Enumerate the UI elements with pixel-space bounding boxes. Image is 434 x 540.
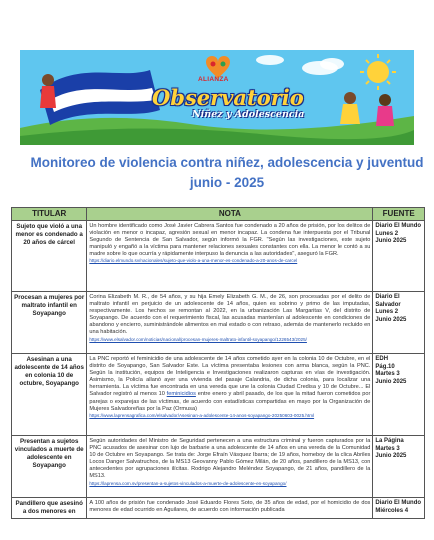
row-source [373,436,425,498]
table-row [12,354,425,436]
row-note [87,221,373,292]
source-day: Miércoles 4 [375,507,409,514]
row-note [87,436,373,498]
row-source [373,221,425,292]
source-name: Diario El Mundo [375,223,422,229]
source-date: Junio 2025 [375,378,407,385]
source-day: Martes 3 [375,445,400,452]
row-source [373,354,425,436]
row-note-text: Corina Elizabeth M. R., de 54 años, y su hija Emely Elizabeth G. M., de 26, son procesadas por el delito de maltrato infantil en perjuicio de un adolescente de 14 años, quien es sobrino y primo de las imputadas, respectivamente. Los hechos se remontan al 2022, en la urbanización Las Margaritas V, del distrito de Soyapango. De acuerdo con el requerimiento fiscal, las acusadas mantenían al adolescente en condiciones de abandono y encierro, suministrándole alimentos en mal estado o con retraso, además de mantenerlo recluido en una habitación. [89,294,371,336]
source-name: Diario El Mundo [375,500,422,506]
row-source-link[interactable]: https://www.laprensagrafica.com/elsalvador/Asesinan-a-adolescente-14-anos-soyapango-20250603-0025.html [89,412,315,418]
row-title: Pandillero que asesinó a dos menores en [12,498,87,519]
table-header-row [12,208,425,221]
org-logo-text: ALIANZA [198,76,229,83]
row-source [373,498,425,519]
row-source-link[interactable]: https://diario.elmundo.sv/nacionales/sujeto-que-violo-a-una-menor-es-condenado-a-20-anos-de-carcel [89,258,298,264]
table-row [12,221,425,292]
source-date: Junio 2025 [375,453,407,459]
row-title: Presentan a sujetos vinculados a muerte de adolescente en Soyapango [12,436,87,498]
source-name: EDH [375,356,389,362]
source-day: Martes 3 [375,371,400,377]
row-title: Procesan a mujeres por maltrato infantil en Soyapango [12,292,87,354]
row-title: Sujeto que violó a una menor es condenado a 20 años de cárcel [12,221,87,292]
row-note-text: La PNC reportó el feminicidio de una adolescente de 14 años cometido ayer en la colonia 10 de Octubre, en el distrito de Soyapango, San Salvador Este. La víctima presentaba lesiones con arma blanca, según la PNC. Según la institución, equipos de Inteligencia e Investigaciones realizaron capturas en vías de investigación. Asimismo, la Policía allanó ayer una vivienda del pasaje Calandria, de dicha colonia, para localizar una herramienta. La víctima fue encontrada en una vereda que une la colonia Ciudad Credisa y 10 de Octubre... El Salvador registró al menos 10 [89,356,371,398]
page-title-line-1: Monitoreo de violencia contra niñez, adolescencia y juventud [30,155,424,170]
row-note-text: Según autoridades del Ministro de Seguridad pertenecen a una estructura criminal y fueron capturados por la PNC acusados de asesinar con lujo de barbarie a una adolescente de 14 años en una vereda de la Comunidad 10 de Octubre en Soyapango. Se trata de: Jorge Efraín Vásquez Ibarra; de 19 años, homeboy de la clica Abriles Locos Danger Salvatruchos, de la MS13 Geovanny Pablo Gómez Milán, de 20 años, pandillero de la MS13, con antecedentes por agrupaciones ilícitas. Rodrigo Alejandro Meléndez Soyapango, de 21 años, pandillero de la MS13. [89,438,371,480]
header-nota: NOTA [87,208,373,221]
row-note-text-continued: entre enero y abril pasado, de los que la mitad fueron cometidos por parejas o exparejas de las víctimas, de acuerdo con estadísticas compartidas en mayo por la Organización de Mujeres Salvadoreñas por la Paz (Ormusa) [89,391,371,412]
page-title [30,153,424,193]
banner-subtitle: Niñez y Adolescencia [192,109,305,120]
row-source-link[interactable]: https://www.elsalvador.com/noticias/nacional/procesan-mujeres-maltrato-infantil-soyapango/1226543/2025/ [89,336,307,342]
row-note [87,354,373,436]
table-row [12,292,425,354]
row-source-link[interactable]: https://laprensa.com.sv/presentan-a-sujetos-vinculados-a-muerte-de-adolescente-en-soyapango/ [89,480,287,486]
banner-title: Observatorio [152,85,304,110]
header-fuente: FUENTE [373,208,425,221]
table-row [12,436,425,498]
source-name: Diario El Salvador [375,294,401,308]
row-note-text: Un hombre identificado como José Javier Cabrera Santos fue condenado a 20 años de prisión, por los delitos de violación en menor o incapaz, agresión sexual en menor incapaz. La condena fue interpuesta por el Tribunal Segundo de Sentencia de San Salvador, según informó la FGR. "Según las investigaciones, este sujeto manipuló y engañó a la víctima para mantener relaciones sexuales constantes con ella. La menor le contó a su madre sobre lo que ocurría y rápidamente interpuso la denuncia a las autoridades", aseguró la FGR. [89,223,371,258]
source-date: Junio 2025 [375,238,407,244]
feminicidios-link[interactable]: feminicidios [166,391,196,398]
source-name: La Página [375,438,404,444]
violence-monitoring-table [11,207,425,519]
header-titular: TITULAR [12,208,87,221]
row-source [373,292,425,354]
page-title-line-2: junio - 2025 [189,175,265,190]
row-note [87,498,373,519]
row-note [87,292,373,354]
row-title: Asesinan a una adolescente de 14 años en colonia 10 de octubre, Soyapango [12,354,87,436]
source-date: Junio 2025 [375,316,407,323]
source-page: Pág.10 [375,363,395,370]
row-note-text: A 100 años de prisión fue condenado José Eduardo Flores Soto, de 35 años de edad, por el homicidio de dos menores de edad ocurrido en Aguilares, de acuerdo con información publicada [89,500,371,514]
table-row [12,498,425,519]
source-day: Lunes 2 [375,309,399,315]
source-day: Lunes 2 [375,230,399,237]
